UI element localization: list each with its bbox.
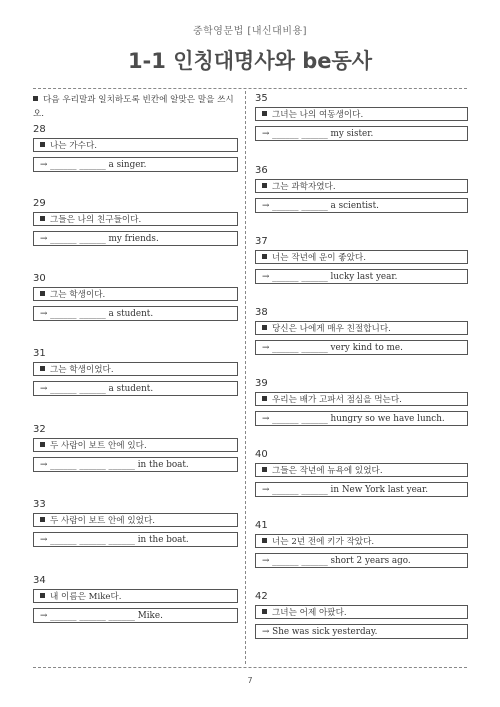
question-number: 37 — [255, 236, 268, 247]
korean-prompt — [255, 107, 468, 121]
korean-text: 두 사람이 보트 안에 있다. — [50, 441, 147, 451]
korean-text: 그는 학생이었다. — [50, 365, 114, 375]
bullet-square-icon — [40, 442, 45, 447]
question-28 — [33, 123, 238, 172]
korean-text: 당신은 나에게 매우 친절합니다. — [272, 324, 391, 334]
korean-prompt — [33, 287, 238, 301]
korean-prompt — [255, 250, 468, 264]
korean-text: 너는 2년 전에 키가 작았다. — [272, 537, 375, 547]
bullet-square-icon — [262, 325, 267, 330]
korean-text: 그들은 작년에 뉴욕에 있었다. — [272, 466, 383, 476]
answer-field[interactable]: → ______ ______ a singer. — [33, 157, 238, 172]
bullet-square-icon — [262, 467, 267, 472]
bullet-square-icon — [40, 216, 45, 221]
question-number: 41 — [255, 520, 268, 531]
answer-field[interactable]: → ______ ______ my friends. — [33, 231, 238, 246]
question-40 — [255, 448, 468, 497]
bullet-square-icon — [40, 366, 45, 371]
answer-field[interactable]: → She was sick yesterday. — [255, 624, 468, 639]
bullet-square-icon — [262, 254, 267, 259]
bullet-square-icon — [33, 96, 38, 101]
bullet-square-icon — [40, 142, 45, 147]
top-divider — [33, 88, 467, 89]
answer-field[interactable]: → ______ ______ lucky last year. — [255, 269, 468, 284]
question-number: 33 — [33, 499, 46, 510]
korean-prompt — [255, 463, 468, 477]
bullet-square-icon — [262, 609, 267, 614]
question-42 — [255, 590, 468, 639]
page-number: 7 — [247, 676, 253, 685]
answer-field[interactable]: → ______ ______ a scientist. — [255, 198, 468, 213]
bullet-square-icon — [262, 538, 267, 543]
column-divider — [245, 91, 246, 664]
bullet-square-icon — [262, 111, 267, 116]
question-36 — [255, 164, 468, 213]
korean-prompt — [255, 534, 468, 548]
korean-text: 우리는 배가 고파서 점심을 먹는다. — [272, 395, 402, 405]
korean-text: 그녀는 나의 여동생이다. — [272, 110, 364, 120]
korean-text: 그들은 나의 친구들이다. — [50, 215, 142, 225]
korean-text: 나는 가수다. — [50, 141, 97, 151]
korean-text: 그는 학생이다. — [50, 290, 106, 300]
korean-text: 내 이름은 Mike다. — [50, 592, 122, 602]
korean-prompt — [33, 513, 238, 527]
question-number: 36 — [255, 165, 268, 176]
korean-text: 너는 작년에 운이 좋았다. — [272, 253, 366, 263]
answer-field[interactable]: → ______ ______ ______ in the boat. — [33, 457, 238, 472]
korean-text: 그는 과학자였다. — [272, 182, 336, 192]
question-number: 42 — [255, 591, 268, 602]
answer-field[interactable]: → ______ ______ hungry so we have lunch. — [255, 411, 468, 426]
bullet-square-icon — [40, 593, 45, 598]
answer-field[interactable]: → ______ ______ short 2 years ago. — [255, 553, 468, 568]
korean-text: 그녀는 어제 아팠다. — [272, 608, 347, 618]
question-29 — [33, 197, 238, 246]
bullet-square-icon — [40, 517, 45, 522]
korean-prompt — [255, 605, 468, 619]
korean-prompt — [33, 589, 238, 603]
question-number: 35 — [255, 93, 268, 104]
bullet-square-icon — [40, 291, 45, 296]
answer-field[interactable]: → ______ ______ a student. — [33, 306, 238, 321]
question-number: 39 — [255, 378, 268, 389]
korean-prompt — [255, 321, 468, 335]
korean-prompt — [33, 362, 238, 376]
answer-field[interactable]: → ______ ______ my sister. — [255, 126, 468, 141]
question-32 — [33, 423, 238, 472]
answer-field[interactable]: → ______ ______ a student. — [33, 381, 238, 396]
question-35 — [255, 92, 468, 141]
question-37 — [255, 235, 468, 284]
page-title: 1-1 인칭대명사와 be동사 — [127, 49, 373, 73]
question-number: 28 — [33, 124, 46, 135]
korean-text: 두 사람이 보트 안에 있었다. — [50, 516, 155, 526]
answer-field[interactable]: → ______ ______ in New York last year. — [255, 482, 468, 497]
korean-prompt — [255, 179, 468, 193]
book-subtitle: 중학영문법 [내신대비용] — [192, 26, 308, 37]
bullet-square-icon — [262, 183, 267, 188]
question-number: 38 — [255, 307, 268, 318]
question-number: 30 — [33, 273, 46, 284]
korean-prompt — [33, 438, 238, 452]
answer-field[interactable]: → ______ ______ very kind to me. — [255, 340, 468, 355]
question-34 — [33, 574, 238, 623]
bullet-square-icon — [262, 396, 267, 401]
question-39 — [255, 377, 468, 426]
bottom-divider — [33, 667, 467, 668]
answer-field[interactable]: → ______ ______ ______ in the boat. — [33, 532, 238, 547]
question-number: 34 — [33, 575, 46, 586]
question-number: 29 — [33, 198, 46, 209]
korean-prompt — [255, 392, 468, 406]
question-41 — [255, 519, 468, 568]
question-30 — [33, 272, 238, 321]
instruction — [33, 93, 238, 121]
question-number: 32 — [33, 424, 46, 435]
question-38 — [255, 306, 468, 355]
answer-field[interactable]: → ______ ______ ______ Mike. — [33, 608, 238, 623]
question-number: 40 — [255, 449, 268, 460]
korean-prompt — [33, 138, 238, 152]
instruction-text: 다음 우리말과 일치하도록 빈칸에 알맞은 말을 쓰시오. — [33, 95, 234, 119]
question-31 — [33, 347, 238, 396]
korean-prompt — [33, 212, 238, 226]
question-33 — [33, 498, 238, 547]
question-number: 31 — [33, 348, 46, 359]
